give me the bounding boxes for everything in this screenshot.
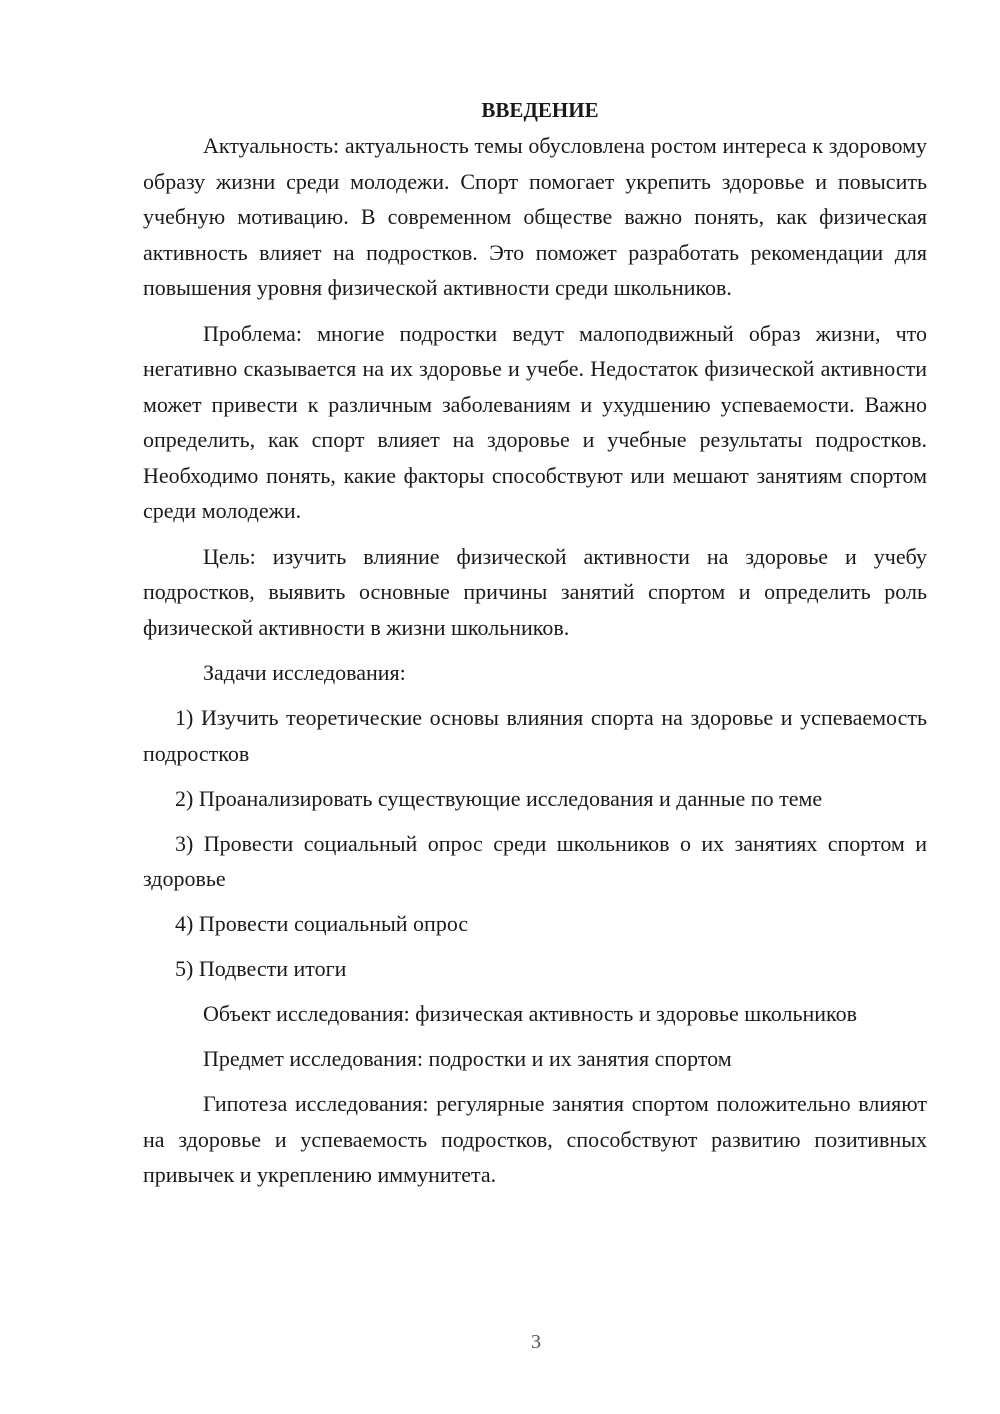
task-item-3: 3) Провести социальный опрос среди школьников о их занятиях спортом и здоровье — [143, 830, 927, 891]
task-item-5: 5) Подвести итоги — [175, 956, 347, 981]
subject-paragraph: Предмет исследования: подростки и их занятия спортом — [203, 1046, 732, 1071]
page-content — [143, 92, 927, 1193]
section-title: ВВЕДЕНИЕ — [481, 98, 599, 122]
page-number: 3 — [531, 1331, 541, 1353]
task-item-1: 1) Изучить теоретические основы влияния спорта на здоровье и успеваемость подростков — [143, 705, 927, 766]
task-item-2: 2) Проанализировать существующие исследования и данные по теме — [175, 785, 823, 811]
task-item-4: 4) Провести социальный опрос — [175, 911, 469, 936]
tasks-heading: Задачи исследования: — [203, 660, 406, 685]
goal-paragraph: Цель: изучить влияние физической активности на здоровье и учебу подростков, выявить основные причины занятий спортом и определить роль физической активности в жизни школьников. — [143, 543, 927, 640]
problem-paragraph: Проблема: многие подростки ведут малоподвижный образ жизни, что негативно сказывается на их здоровье и учебе. Недостаток физической активности может привести к различным заболеваниям и ухудшению успеваемости. Важно определить, как спорт влияет на здоровье и учебные результаты подростков. Необходимо понять, какие факторы способствуют или мешают занятиям спортом среди молодежи. — [143, 320, 927, 523]
relevance-paragraph: Актуальность: актуальность темы обусловлена ростом интереса к здоровому образу жизни среди молодежи. Спорт помогает укрепить здоровье и повысить учебную мотивацию. В современном обществе важно понять, как физическая активность влияет на подростков. Это поможет разработать рекомендации для повышения уровня физической активности среди школьников. — [143, 133, 927, 300]
object-paragraph: Объект исследования: физическая активность и здоровье школьников — [203, 1001, 858, 1026]
hypothesis-paragraph: Гипотеза исследования: регулярные занятия спортом положительно влияют на здоровье и успеваемость подростков, способствуют развитию позитивных привычек и укреплению иммунитета. — [143, 1091, 927, 1187]
